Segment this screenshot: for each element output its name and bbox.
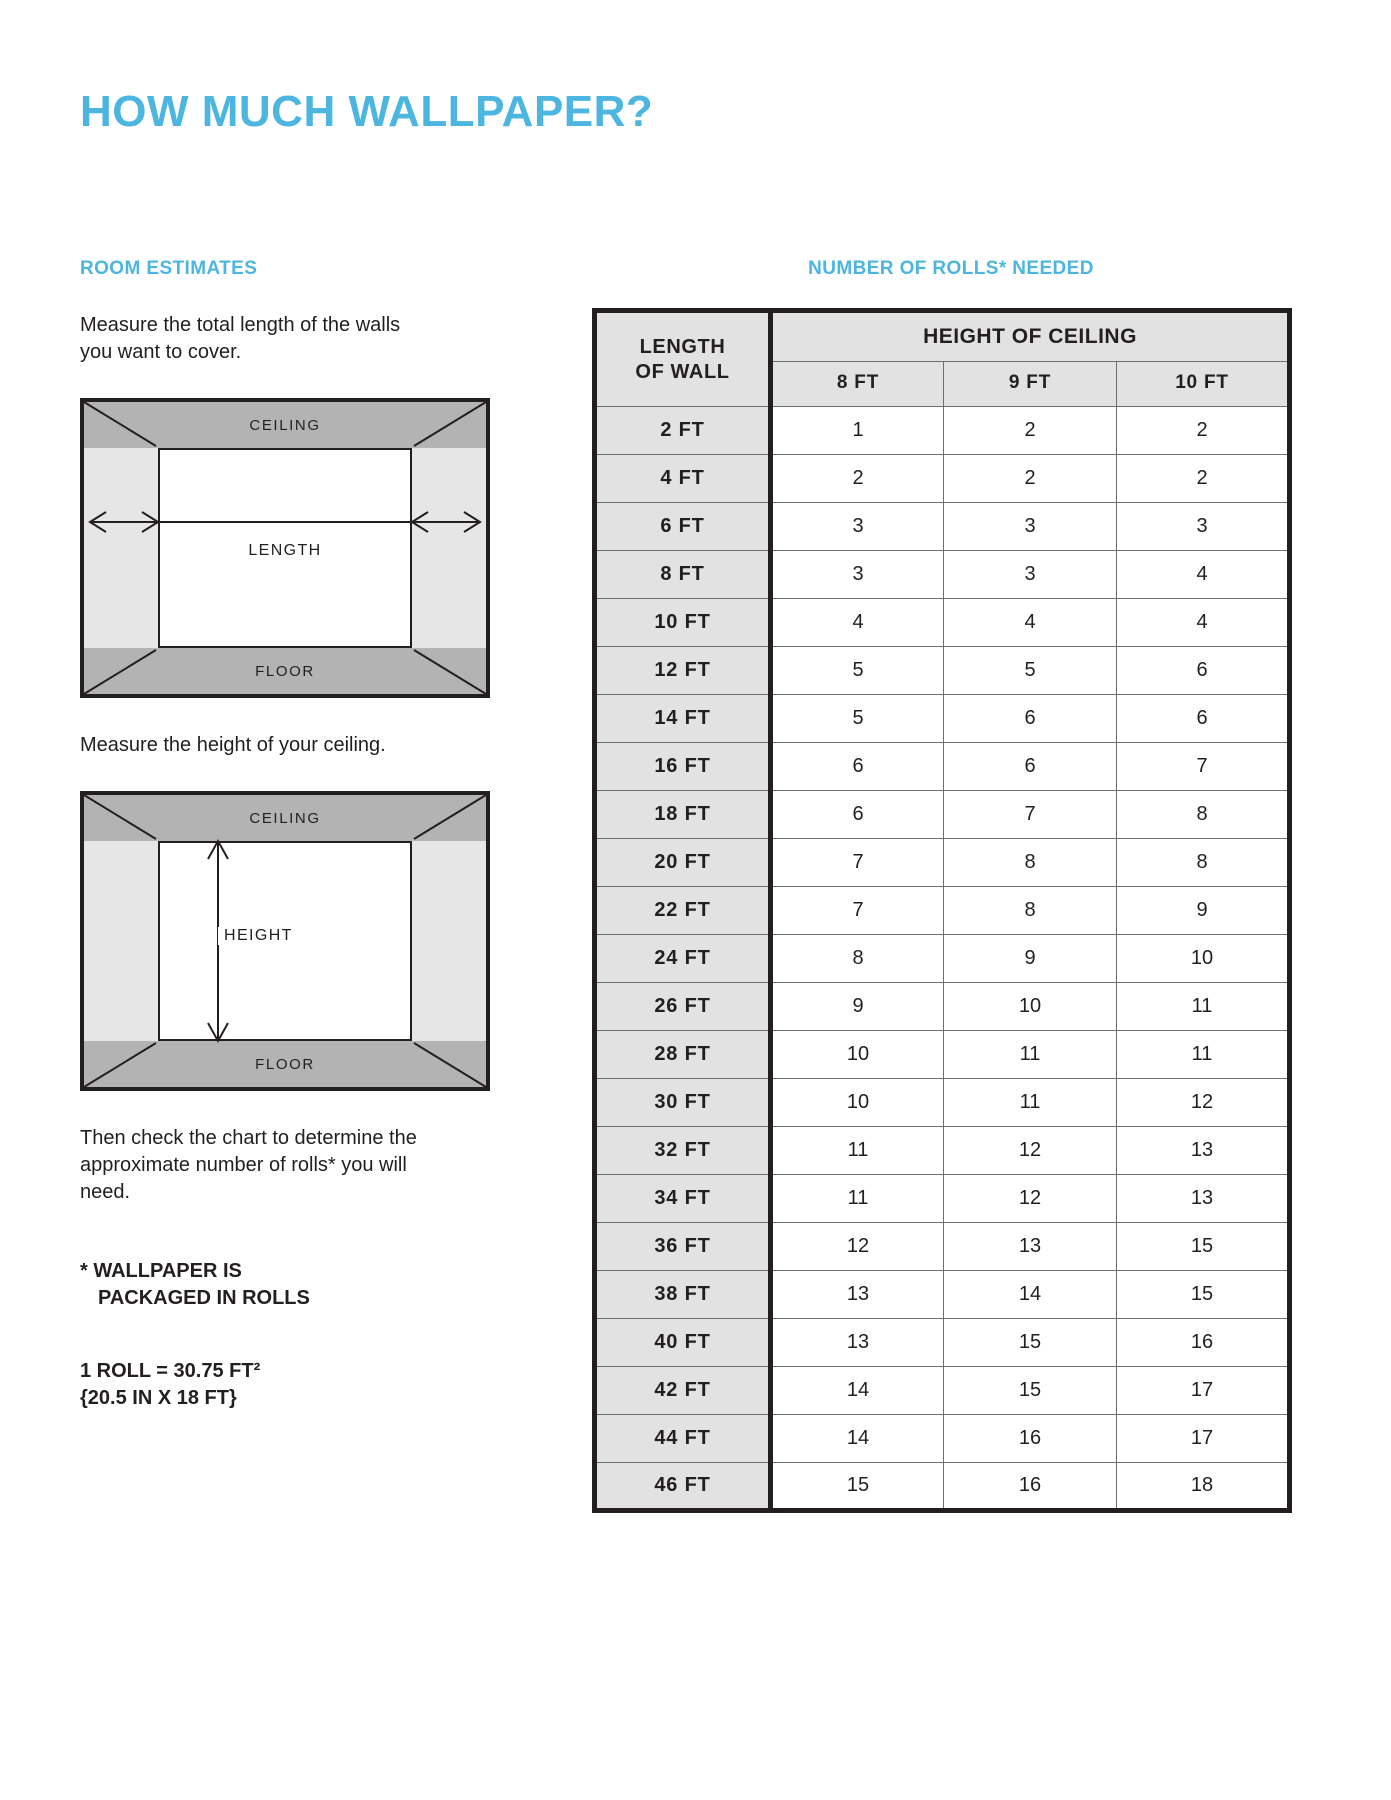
table-row	[595, 887, 1290, 935]
cell-9ft: 14	[944, 1271, 1117, 1319]
row-header-length: 38 FT	[595, 1271, 771, 1319]
cell-10ft: 3	[1117, 503, 1290, 551]
row-header-length: 32 FT	[595, 1127, 771, 1175]
row-header-length: 34 FT	[595, 1175, 771, 1223]
table-row	[595, 1319, 1290, 1367]
floor-label: FLOOR	[84, 1041, 486, 1087]
table-row	[595, 1463, 1290, 1511]
table-row	[595, 551, 1290, 599]
cell-10ft: 13	[1117, 1127, 1290, 1175]
cell-8ft: 15	[771, 1463, 944, 1511]
cell-9ft: 6	[944, 743, 1117, 791]
row-header-length: 18 FT	[595, 791, 771, 839]
table-row	[595, 1031, 1290, 1079]
cell-8ft: 12	[771, 1223, 944, 1271]
cell-10ft: 9	[1117, 887, 1290, 935]
cell-8ft: 6	[771, 743, 944, 791]
row-header-length: 42 FT	[595, 1367, 771, 1415]
cell-8ft: 14	[771, 1415, 944, 1463]
cell-9ft: 5	[944, 647, 1117, 695]
column-header-length-of-wall	[595, 311, 771, 407]
cell-8ft: 8	[771, 935, 944, 983]
page-title: HOW MUCH WALLPAPER?	[80, 87, 654, 137]
footnote-line-1: * WALLPAPER IS	[80, 1260, 242, 1282]
table-row	[595, 983, 1290, 1031]
cell-9ft: 4	[944, 599, 1117, 647]
row-header-length: 30 FT	[595, 1079, 771, 1127]
instruction-step-2: Measure the height of your ceiling.	[80, 734, 386, 756]
length-dimension-label: LENGTH	[242, 542, 327, 560]
cell-9ft: 15	[944, 1319, 1117, 1367]
footnote-line-2: PACKAGED IN ROLLS	[98, 1287, 310, 1309]
cell-10ft: 2	[1117, 455, 1290, 503]
table-row	[595, 599, 1290, 647]
cell-8ft: 13	[771, 1271, 944, 1319]
row-header-length: 22 FT	[595, 887, 771, 935]
cell-8ft: 7	[771, 839, 944, 887]
cell-10ft: 6	[1117, 695, 1290, 743]
ceiling-label: CEILING	[84, 795, 486, 841]
cell-10ft: 4	[1117, 551, 1290, 599]
table-row	[595, 647, 1290, 695]
table-row	[595, 455, 1290, 503]
floor-label: FLOOR	[84, 648, 486, 694]
cell-10ft: 7	[1117, 743, 1290, 791]
row-header-length: 44 FT	[595, 1415, 771, 1463]
height-dimension-label: HEIGHT	[218, 927, 299, 945]
room-diagram-height	[80, 791, 490, 1091]
table-row	[595, 1367, 1290, 1415]
row-header-length: 20 FT	[595, 839, 771, 887]
cell-9ft: 6	[944, 695, 1117, 743]
length-of-wall-line2: OF WALL	[635, 360, 730, 383]
table-head	[595, 311, 1290, 407]
table-row	[595, 1175, 1290, 1223]
cell-8ft: 2	[771, 455, 944, 503]
cell-10ft: 6	[1117, 647, 1290, 695]
cell-8ft: 10	[771, 1031, 944, 1079]
cell-8ft: 6	[771, 791, 944, 839]
row-header-length: 8 FT	[595, 551, 771, 599]
cell-10ft: 13	[1117, 1175, 1290, 1223]
cell-8ft: 5	[771, 647, 944, 695]
length-of-wall-line1: LENGTH	[639, 335, 726, 358]
cell-9ft: 13	[944, 1223, 1117, 1271]
table-row	[595, 503, 1290, 551]
cell-8ft: 11	[771, 1175, 944, 1223]
table-row	[595, 791, 1290, 839]
cell-9ft: 12	[944, 1127, 1117, 1175]
cell-10ft: 15	[1117, 1271, 1290, 1319]
cell-10ft: 8	[1117, 839, 1290, 887]
table-row	[595, 1415, 1290, 1463]
row-header-length: 4 FT	[595, 455, 771, 503]
cell-9ft: 10	[944, 983, 1117, 1031]
cell-8ft: 5	[771, 695, 944, 743]
column-group-header-height-of-ceiling: HEIGHT OF CEILING	[771, 311, 1290, 362]
table-title: NUMBER OF ROLLS* NEEDED	[808, 258, 1094, 279]
row-header-length: 6 FT	[595, 503, 771, 551]
cell-10ft: 16	[1117, 1319, 1290, 1367]
cell-8ft: 3	[771, 551, 944, 599]
row-header-length: 16 FT	[595, 743, 771, 791]
table-header-row-1	[595, 311, 1290, 362]
cell-8ft: 7	[771, 887, 944, 935]
table-row	[595, 1271, 1290, 1319]
column-header-9ft: 9 FT	[944, 362, 1117, 407]
row-header-length: 26 FT	[595, 983, 771, 1031]
row-header-length: 40 FT	[595, 1319, 771, 1367]
ceiling-label: CEILING	[84, 402, 486, 448]
cell-8ft: 9	[771, 983, 944, 1031]
cell-9ft: 15	[944, 1367, 1117, 1415]
row-header-length: 10 FT	[595, 599, 771, 647]
cell-10ft: 2	[1117, 407, 1290, 455]
cell-8ft: 1	[771, 407, 944, 455]
table-row	[595, 743, 1290, 791]
rolls-table-section	[592, 258, 1310, 1513]
cell-10ft: 10	[1117, 935, 1290, 983]
cell-9ft: 16	[944, 1415, 1117, 1463]
cell-9ft: 7	[944, 791, 1117, 839]
cell-9ft: 8	[944, 887, 1117, 935]
cell-9ft: 11	[944, 1079, 1117, 1127]
instruction-step-3: Then check the chart to determine the approximate number of rolls* you will need.	[80, 1127, 417, 1203]
cell-9ft: 3	[944, 503, 1117, 551]
cell-10ft: 17	[1117, 1415, 1290, 1463]
table-row	[595, 839, 1290, 887]
room-diagram-length	[80, 398, 490, 698]
room-estimates-column	[80, 258, 500, 1412]
cell-10ft: 8	[1117, 791, 1290, 839]
cell-9ft: 2	[944, 455, 1117, 503]
row-header-length: 2 FT	[595, 407, 771, 455]
table-row	[595, 935, 1290, 983]
cell-10ft: 17	[1117, 1367, 1290, 1415]
cell-8ft: 14	[771, 1367, 944, 1415]
row-header-length: 28 FT	[595, 1031, 771, 1079]
cell-10ft: 4	[1117, 599, 1290, 647]
cell-9ft: 3	[944, 551, 1117, 599]
rolls-needed-table	[592, 308, 1292, 1513]
cell-9ft: 11	[944, 1031, 1117, 1079]
cell-10ft: 12	[1117, 1079, 1290, 1127]
cell-9ft: 16	[944, 1463, 1117, 1511]
cell-8ft: 10	[771, 1079, 944, 1127]
instruction-step-1: Measure the total length of the walls you want to cover.	[80, 314, 401, 363]
cell-10ft: 15	[1117, 1223, 1290, 1271]
cell-9ft: 9	[944, 935, 1117, 983]
row-header-length: 46 FT	[595, 1463, 771, 1511]
row-header-length: 36 FT	[595, 1223, 771, 1271]
table-row	[595, 695, 1290, 743]
roll-size-line-1: 1 ROLL = 30.75 FT²	[80, 1360, 261, 1382]
cell-10ft: 18	[1117, 1463, 1290, 1511]
cell-8ft: 11	[771, 1127, 944, 1175]
cell-9ft: 2	[944, 407, 1117, 455]
row-header-length: 14 FT	[595, 695, 771, 743]
cell-9ft: 8	[944, 839, 1117, 887]
cell-8ft: 3	[771, 503, 944, 551]
table-body	[595, 407, 1290, 1511]
column-header-8ft: 8 FT	[771, 362, 944, 407]
cell-10ft: 11	[1117, 1031, 1290, 1079]
table-row	[595, 407, 1290, 455]
cell-9ft: 12	[944, 1175, 1117, 1223]
row-header-length: 12 FT	[595, 647, 771, 695]
cell-10ft: 11	[1117, 983, 1290, 1031]
row-header-length: 24 FT	[595, 935, 771, 983]
cell-8ft: 4	[771, 599, 944, 647]
table-row	[595, 1223, 1290, 1271]
table-row	[595, 1079, 1290, 1127]
table-row	[595, 1127, 1290, 1175]
cell-8ft: 13	[771, 1319, 944, 1367]
roll-size-line-2: {20.5 IN X 18 FT}	[80, 1387, 237, 1409]
section-heading-room-estimates: ROOM ESTIMATES	[80, 258, 258, 279]
column-header-10ft: 10 FT	[1117, 362, 1290, 407]
